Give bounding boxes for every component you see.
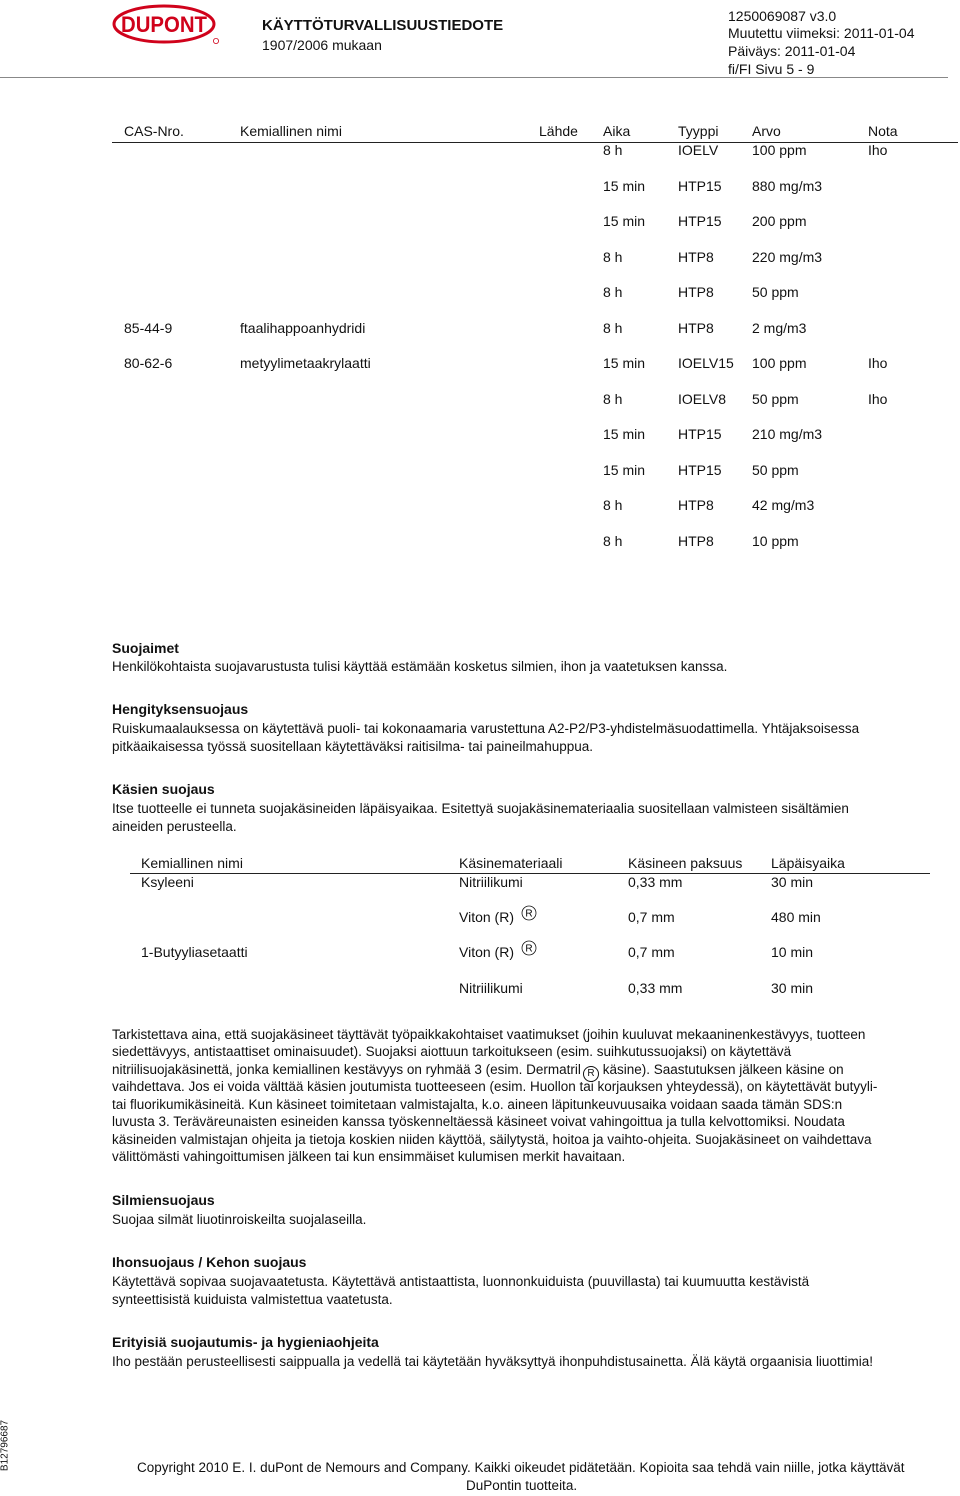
gloves-col-thickness: Käsineen paksuus (628, 855, 743, 871)
doc-id: 1250069087 v3.0 (728, 8, 837, 24)
glove-material: Viton (R) (459, 909, 514, 925)
cell-type: IOELV (678, 142, 719, 158)
document-title: KÄYTTÖTURVALLISUUSTIEDOTE (262, 17, 504, 34)
cell-time: 15 min (603, 178, 646, 194)
registered-icon (521, 940, 537, 956)
cell-value: 200 ppm (752, 213, 807, 229)
check-line-2: siedettävyys, antistaattiset ominaisuudet). Suojaksi aiottuun tarkoitukseen (esim. suihkutussuojaksi) on käytettävä (112, 1044, 792, 1059)
glove-time: 10 min (771, 944, 814, 960)
cell-type: HTP15 (678, 462, 722, 478)
gloves-col-material: Käsinemateriaali (459, 855, 563, 871)
cell-value: 2 mg/m3 (752, 320, 807, 336)
section-text-ihon-2: synteettisistä kuiduista valmistettua vaatetusta. (112, 1292, 393, 1307)
cell-value: 210 mg/m3 (752, 426, 823, 442)
check-line-7: käsineiden valmistajan ohjeita ja tietoja koskien niiden käyttöä, säilytystä, hoitoa ja vaihto-ohjeita. Suojakäsineet on vaihdettava (112, 1132, 872, 1147)
glove-thickness: 0,33 mm (628, 980, 683, 996)
cell-value: 10 ppm (752, 533, 799, 549)
cell-time: 8 h (603, 533, 623, 549)
glove-material: Nitriilikumi (459, 874, 523, 890)
cell-time: 8 h (603, 320, 623, 336)
glove-name: Ksyleeni (141, 874, 194, 890)
section-text-suojaimet: Henkilökohtaista suojavarustusta tulisi käyttää estämään kosketus silmien, ihon ja vaatetuksen kanssa. (112, 659, 728, 674)
glove-thickness: 0,7 mm (628, 944, 675, 960)
gloves-col-name: Kemiallinen nimi (141, 855, 243, 871)
glove-time: 30 min (771, 980, 814, 996)
cell-value: 100 ppm (752, 142, 807, 158)
header-divider (0, 77, 948, 78)
cell-type: HTP15 (678, 213, 722, 229)
col-nota: Nota (868, 123, 898, 139)
cell-value: 42 mg/m3 (752, 497, 815, 513)
cell-type: IOELV15 (678, 355, 734, 371)
section-title-ihon: Ihonsuojaus / Kehon suojaus (112, 1254, 307, 1270)
cell-time: 8 h (603, 391, 623, 407)
cell-time: 8 h (603, 497, 623, 513)
cell-cas: 80-62-6 (124, 355, 173, 371)
cell-type: IOELV8 (678, 391, 726, 407)
page-number: fi/FI Sivu 5 - 9 (728, 61, 815, 77)
check-line-5: tai fluorikumikäsineitä. Kun käsineet toimitetaan valmistajalta, k.o. aineen läpitunkeuvuusaika voidaan saada tämän SDS:n (112, 1097, 843, 1112)
cell-cas: 85-44-9 (124, 320, 173, 336)
section-text-kasien-2: aineiden perusteella. (112, 819, 237, 834)
cell-value: 50 ppm (752, 391, 799, 407)
check-line-8: välittömästi vahingoittumisen jälkeen tai kun ensimmäiset kulumisen merkit havaitaan. (112, 1149, 626, 1164)
cell-type: HTP15 (678, 426, 722, 442)
cell-time: 8 h (603, 284, 623, 300)
cell-value: 50 ppm (752, 284, 799, 300)
cell-nota: Iho (868, 355, 888, 371)
section-text-ihon-1: Käytettävä sopivaa suojavaatetusta. Käytettävä antistaattista, luonnonkuiduista (puuvillasta) tai kuumuutta kestävistä (112, 1274, 810, 1289)
cell-time: 15 min (603, 462, 646, 478)
registered-letter: R (525, 908, 533, 920)
cell-value: 880 mg/m3 (752, 178, 823, 194)
cell-type: HTP8 (678, 249, 714, 265)
section-text-hengitys-2: pitkäaikaisessa työssä suositellaan käytettäväksi raitisilma- tai paineilmahuppua. (112, 739, 593, 754)
cell-name: ftaalihappoanhydridi (240, 320, 366, 336)
col-type: Tyyppi (678, 123, 719, 139)
cell-time: 15 min (603, 213, 646, 229)
cell-time: 8 h (603, 249, 623, 265)
section-title-kasien: Käsien suojaus (112, 781, 215, 797)
cell-value: 220 mg/m3 (752, 249, 823, 265)
col-cas: CAS-Nro. (124, 123, 184, 139)
cell-time: 8 h (603, 142, 623, 158)
section-title-suojaimet: Suojaimet (112, 640, 179, 656)
cell-type: HTP8 (678, 320, 714, 336)
cell-type: HTP8 (678, 284, 714, 300)
section-title-silmien: Silmiensuojaus (112, 1192, 215, 1208)
print-date: Päiväys: 2011-01-04 (728, 43, 856, 59)
registered-mark-circle (213, 38, 218, 43)
cell-value: 100 ppm (752, 355, 807, 371)
check-line-3b: käsine). Saastutuksen jälkeen käsine on (598, 1062, 844, 1077)
footer-copyright-2: DuPontin tuotteita. (466, 1478, 578, 1493)
glove-material: Viton (R) (459, 944, 514, 960)
footer-copyright: Copyright 2010 E. I. duPont de Nemours and Company. Kaikki oikeudet pidätetään. Kopioita saa tehdä vain niille, jotka käyttävät (137, 1460, 905, 1475)
section-text-silmien: Suojaa silmät liuotinroiskeilta suojalaseilla. (112, 1212, 367, 1227)
glove-material: Nitriilikumi (459, 980, 523, 996)
side-code: B12796687 (0, 1419, 11, 1472)
dupont-logo (112, 4, 222, 44)
cell-type: HTP8 (678, 533, 714, 549)
section-text-hengitys-1: Ruiskumaalauksessa on käytettävä puoli- tai kokonaamaria varustettuna A2-P2/P3-yhdistelmäsuodattimella. Yhtäjaksoisessa (112, 721, 860, 736)
cell-name: metyylimetaakrylaatti (240, 355, 371, 371)
col-source: Lähde (539, 123, 578, 139)
cell-type: HTP15 (678, 178, 722, 194)
section-title-hengitys: Hengityksensuojaus (112, 701, 249, 717)
regulation: 1907/2006 mukaan (262, 37, 382, 53)
glove-name: 1-Butyyliasetaatti (141, 944, 248, 960)
registered-icon: R (583, 1066, 599, 1082)
modified-date: Muutettu viimeksi: 2011-01-04 (728, 25, 915, 41)
check-line-3a: nitriilisuojakäsinettä, jonka kemiallinen kestävyys on ryhmää 3 (esim. Dermatril (112, 1062, 581, 1077)
col-value: Arvo (752, 123, 781, 139)
logo-text: DUPONT (121, 12, 208, 37)
glove-time: 480 min (771, 909, 821, 925)
cell-time: 15 min (603, 355, 646, 371)
section-text-erityis: Iho pestään perusteellisesti saippualla ja vedellä tai käytetään hyväksyttyä ihonpuhdistusainetta. Älä käytä orgaanisia liuottimia! (112, 1354, 873, 1369)
check-line-1: Tarkistettava aina, että suojakäsineet täyttävät työpaikkakohtaiset vaatimukset (joihin kuuluvat mekaaninenkestävyys, tuotteen (112, 1027, 866, 1042)
glove-thickness: 0,7 mm (628, 909, 675, 925)
cell-type: HTP8 (678, 497, 714, 513)
glove-thickness: 0,33 mm (628, 874, 683, 890)
limits-header-rule (112, 142, 958, 143)
col-name: Kemiallinen nimi (240, 123, 342, 139)
section-text-kasien-1: Itse tuotteelle ei tunneta suojakäsineiden läpäisyaikaa. Esitettyä suojakäsinemateriaalia suositellaan valmisteen sisältämien (112, 801, 849, 816)
registered-icon (521, 905, 537, 921)
cell-value: 50 ppm (752, 462, 799, 478)
check-line-4: vaihdettava. Jos ei voida välttää käsien joutumista tuotteeseen (esim. Huollon tai korjauksen yhteydessä), on käytettävät butyyli- (112, 1079, 878, 1094)
cell-nota: Iho (868, 391, 888, 407)
registered-letter: R (525, 943, 533, 955)
cell-nota: Iho (868, 142, 888, 158)
cell-time: 15 min (603, 426, 646, 442)
section-title-erityis: Erityisiä suojautumis- ja hygieniaohjeita (112, 1334, 379, 1350)
gloves-col-time: Läpäisyaika (771, 855, 845, 871)
col-time: Aika (603, 123, 631, 139)
check-line-6: luvusta 3. Teräväreunaisten esineiden kanssa työskenneltäessä käsineet voivat vahingoittua ja tulla kelvottomiksi. Noudata (112, 1114, 845, 1129)
glove-time: 30 min (771, 874, 814, 890)
